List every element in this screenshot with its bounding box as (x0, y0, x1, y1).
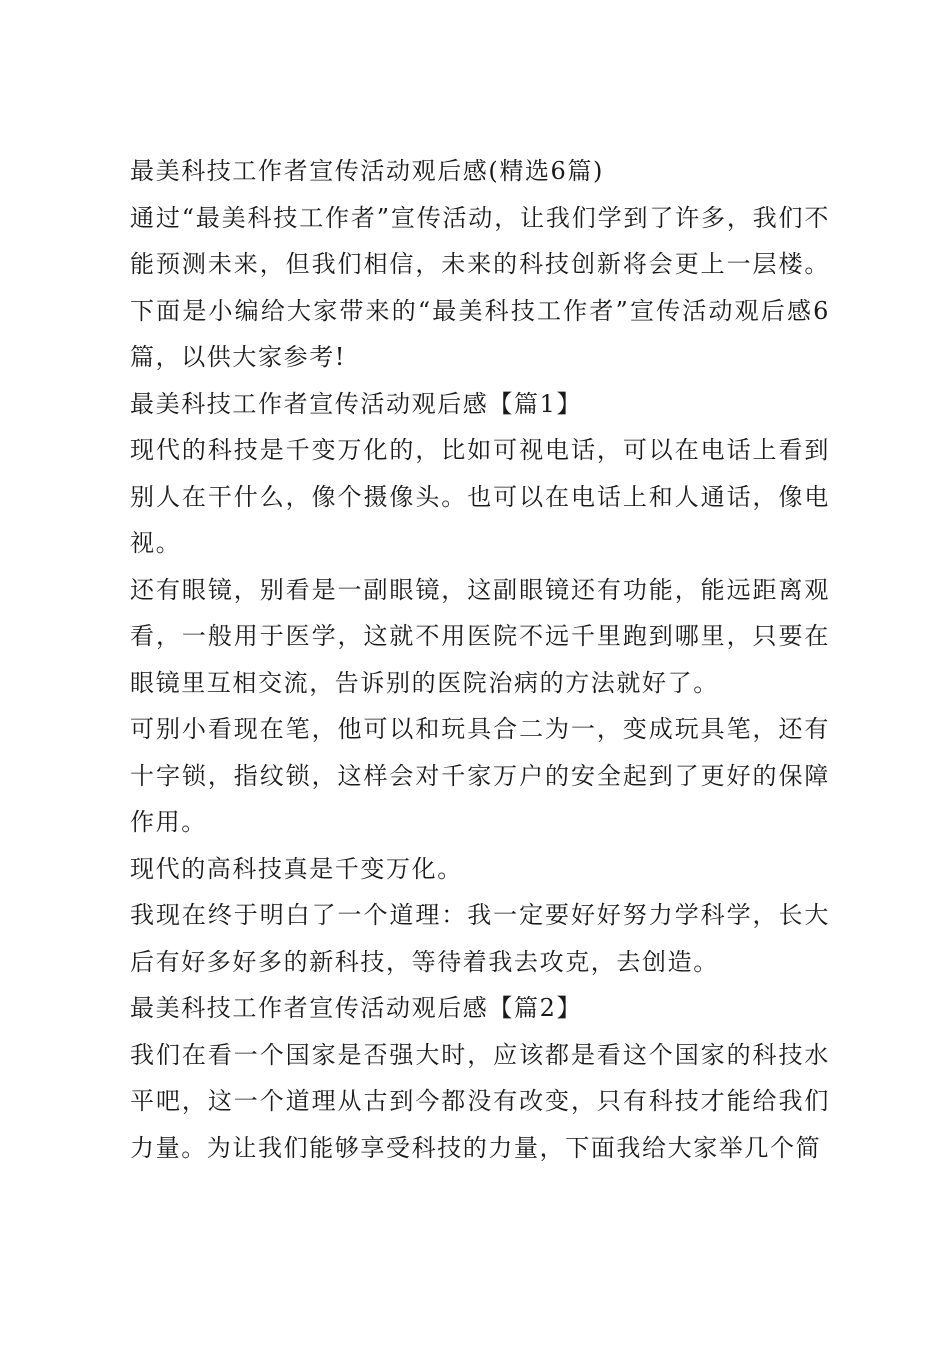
paragraph: 现代的高科技真是千变万化。 (130, 854, 463, 883)
paragraph: 可别小看现在笔，他可以和玩具合二为一，变成玩具笔，还有十字锁，指纹锁，这样会对千家万户的安全起到了更好的保障作用。 (130, 715, 830, 836)
section-heading-1: 最美科技工作者宣传活动观后感【篇1】 (130, 389, 583, 418)
paragraph: 还有眼镜，别看是一副眼镜，这副眼镜还有功能，能远距离观看，一般用于医学，这就不用医院不远千里跑到哪里，只要在眼镜里互相交流，告诉别的医院治病的方法就好了。 (130, 575, 830, 697)
paragraph: 现代的科技是千变万化的，比如可视电话，可以在电话上看到别人在干什么，像个摄像头。也可以在电话上和人通话，像电视。 (130, 436, 830, 557)
paragraph: 我现在终于明白了一个道理：我一定要好好努力学科学，长大后有好多好多的新科技，等待着我去攻克，去创造。 (130, 901, 830, 976)
document-title: 最美科技工作者宣传活动观后感(精选6篇) (130, 157, 604, 185)
document-page (130, 148, 830, 1171)
paragraph: 我们在看一个国家是否强大时，应该都是看这个国家的科技水平吧，这一个道理从古到今都没有改变，只有科技才能给我们力量。为让我们能够享受科技的力量，下面我给大家举几个简 (130, 1040, 830, 1162)
section-heading-2: 最美科技工作者宣传活动观后感【篇2】 (130, 994, 583, 1022)
intro-paragraph: 通过“最美科技工作者”宣传活动，让我们学到了许多，我们不能预测未来，但我们相信，未来的科技创新将会更上一层楼。下面是小编给大家带来的“最美科技工作者”宣传活动观后感6篇，以供大家参考! (130, 203, 830, 371)
